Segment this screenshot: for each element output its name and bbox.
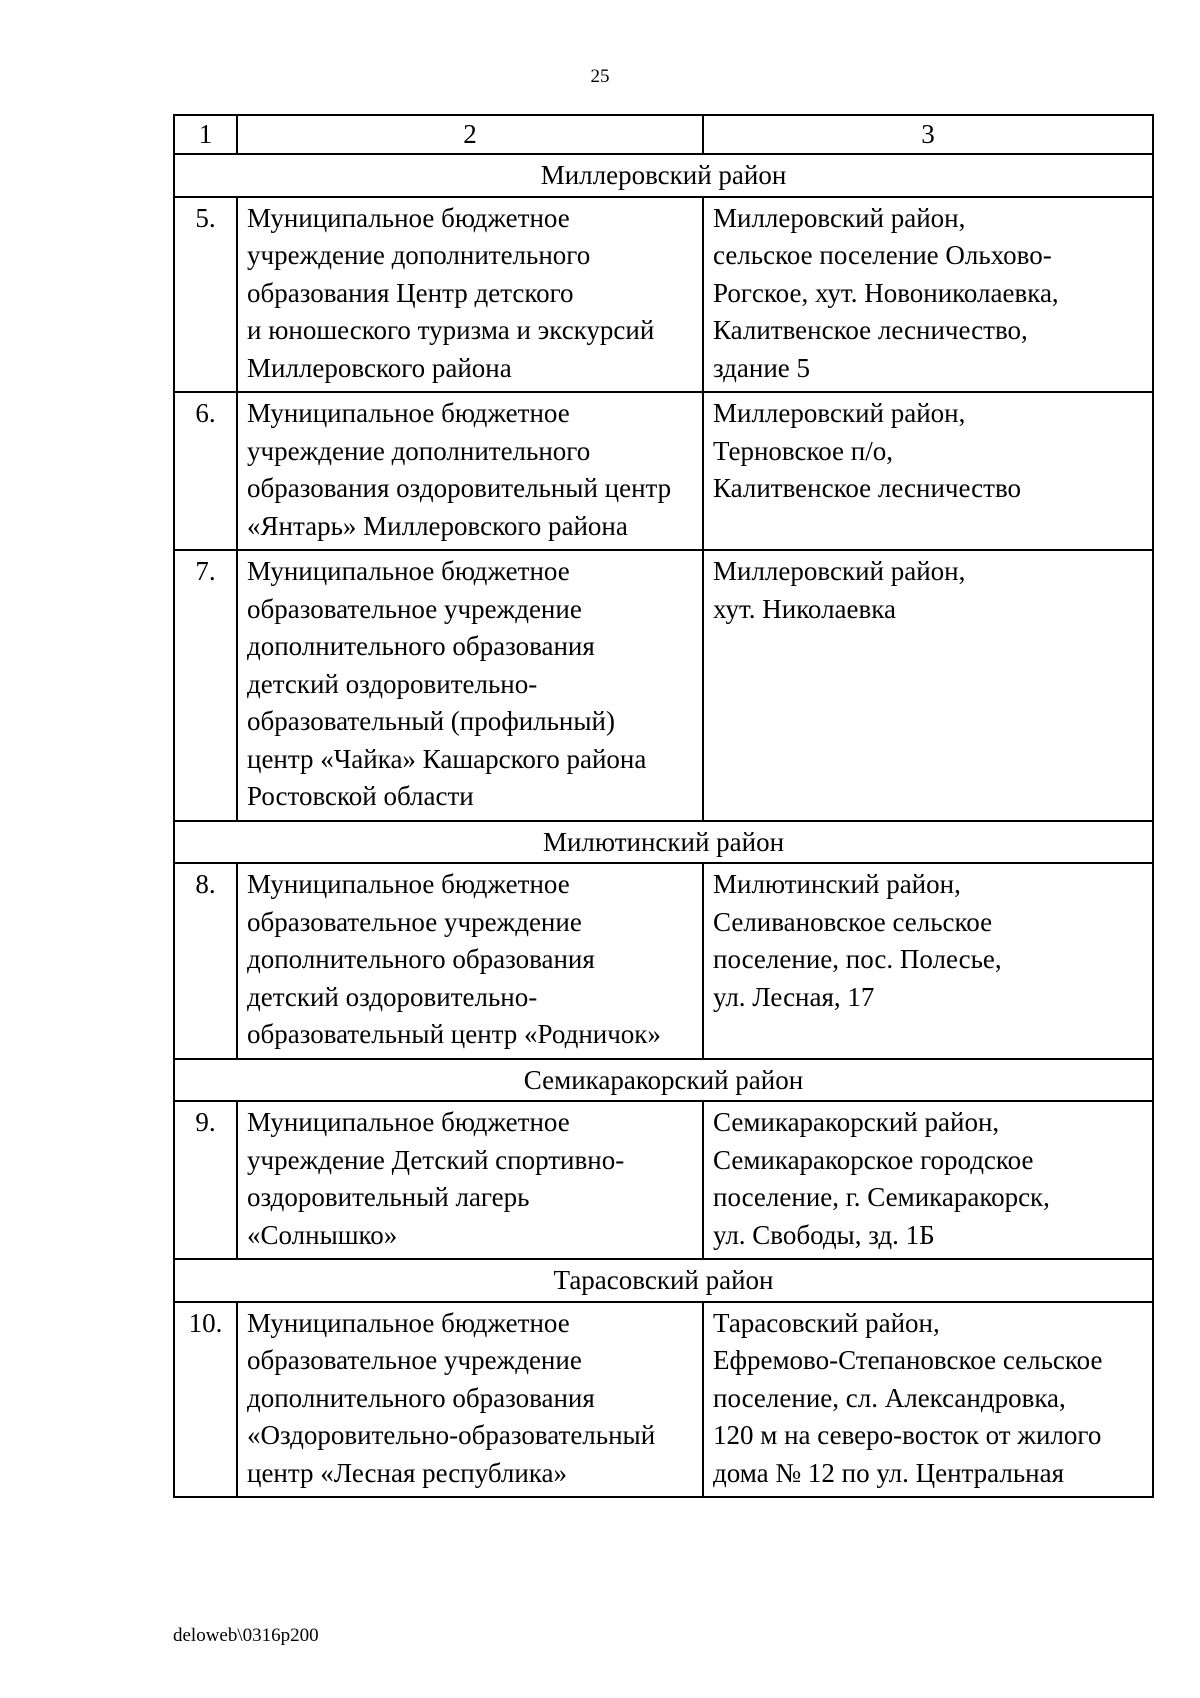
institution-name-line: дополнительного образования xyxy=(247,944,595,974)
institution-name-cell xyxy=(237,1101,703,1259)
institution-address-line: Калитвенское лесничество xyxy=(713,473,1022,503)
institution-address-line: Ефремово-Степановское сельское xyxy=(713,1345,1103,1375)
institution-name-line: Ростовской области xyxy=(247,781,474,811)
institution-name-line: образования Центр детского xyxy=(247,277,574,308)
institution-name-cell xyxy=(237,392,703,550)
row-number: 9. xyxy=(174,1101,237,1259)
district-heading: Тарасовский район xyxy=(174,1259,1153,1302)
institution-address-cell xyxy=(703,392,1153,550)
table-row xyxy=(174,863,1153,1059)
document-code: deloweb\0316p200 xyxy=(173,1625,319,1646)
institution-name-line: дополнительного образования xyxy=(247,1382,595,1413)
district-heading: Семикаракорский район xyxy=(174,1059,1153,1102)
institution-name-line: образовательное учреждение xyxy=(247,593,582,624)
institution-address-line: поселение, г. Семикаракорск, xyxy=(713,1182,1050,1212)
table-row xyxy=(174,1101,1153,1259)
institution-name-line: «Оздоровительно-образовательный xyxy=(247,1420,656,1450)
institution-address-cell xyxy=(703,1302,1153,1498)
column-header-name: 2 xyxy=(237,115,703,154)
institution-name-line: детский оздоровительно- xyxy=(247,668,538,699)
institution-name-line: Муниципальное бюджетное xyxy=(247,869,570,899)
institution-name-line: «Солнышко» xyxy=(247,1219,398,1250)
institution-name-line: образовательный центр «Родничок» xyxy=(247,1019,661,1049)
institution-address-cell xyxy=(703,550,1153,821)
institution-name-line: образования оздоровительный центр xyxy=(247,473,672,503)
institution-name-line: центр «Чайка» Кашарского района xyxy=(247,743,647,774)
page-number: 25 xyxy=(590,66,610,87)
table-row xyxy=(174,392,1153,550)
institution-name-line: образовательное учреждение xyxy=(247,1345,582,1375)
institution-address-cell xyxy=(703,863,1153,1059)
institution-address-line: Миллеровский район, xyxy=(713,202,966,233)
row-number: 8. xyxy=(174,863,237,1059)
district-row xyxy=(174,154,1153,197)
institution-address-line: Селивановское сельское xyxy=(713,906,993,937)
table-row xyxy=(174,197,1153,393)
institution-name-line: дополнительного образования xyxy=(247,631,595,661)
institutions-table xyxy=(173,114,1154,1498)
institution-name-line: и юношеского туризма и экскурсий xyxy=(247,315,655,345)
institution-address-line: сельское поселение Ольхово- xyxy=(713,240,1052,270)
institution-name-line: «Янтарь» Миллеровского района xyxy=(247,510,628,541)
institution-address-line: Тарасовский район, xyxy=(713,1307,940,1338)
row-number: 10. xyxy=(174,1302,237,1498)
institution-address-line: здание 5 xyxy=(713,352,811,383)
row-number: 6. xyxy=(174,392,237,550)
institution-name-line: детский оздоровительно- xyxy=(247,981,538,1012)
institution-address-cell xyxy=(703,1101,1153,1259)
institution-address-line: 120 м на северо-восток от жилого xyxy=(713,1420,1102,1450)
table-row xyxy=(174,550,1153,821)
institution-address-line: дома № 12 по ул. Центральная xyxy=(713,1457,1065,1488)
institution-address-line: Семикаракорское городское xyxy=(713,1144,1034,1175)
institution-name-line: учреждение Детский спортивно- xyxy=(247,1144,625,1175)
institution-name-line: оздоровительный лагерь xyxy=(247,1182,530,1212)
row-number: 5. xyxy=(174,197,237,393)
column-header-number: 1 xyxy=(174,115,237,154)
institution-name-line: Миллеровского района xyxy=(247,352,512,383)
institution-address-line: Рогское, хут. Новониколаевка, xyxy=(713,277,1059,308)
institution-address-line: Терновское п/о, xyxy=(713,435,893,466)
institution-name-line: учреждение дополнительного xyxy=(247,240,591,270)
column-header-address: 3 xyxy=(703,115,1153,154)
institution-name-cell xyxy=(237,197,703,393)
institution-name-cell xyxy=(237,550,703,821)
institution-name-line: Муниципальное бюджетное xyxy=(247,398,570,428)
district-row xyxy=(174,1259,1153,1302)
institution-name-line: образовательное учреждение xyxy=(247,906,582,937)
institution-address-line: Миллеровский район, xyxy=(713,398,966,428)
institution-name-line: Муниципальное бюджетное xyxy=(247,1307,570,1338)
district-row xyxy=(174,1059,1153,1102)
institution-name-line: Муниципальное бюджетное xyxy=(247,1107,570,1137)
district-row xyxy=(174,821,1153,864)
table-header-row xyxy=(174,115,1153,154)
table-row xyxy=(174,1302,1153,1498)
institution-name-line: образовательный (профильный) xyxy=(247,706,615,736)
institution-address-line: хут. Николаевка xyxy=(713,593,896,624)
institution-name-line: учреждение дополнительного xyxy=(247,435,591,466)
institution-name-line: Муниципальное бюджетное xyxy=(247,556,570,586)
institution-address-line: Семикаракорский район, xyxy=(713,1107,1000,1137)
institution-name-cell xyxy=(237,1302,703,1498)
district-heading: Миллеровский район xyxy=(174,154,1153,197)
institution-name-line: Муниципальное бюджетное xyxy=(247,202,570,233)
institution-address-line: ул. Свободы, зд. 1Б xyxy=(713,1219,935,1250)
institution-name-line: центр «Лесная республика» xyxy=(247,1457,568,1488)
institution-address-cell xyxy=(703,197,1153,393)
row-number: 7. xyxy=(174,550,237,821)
institution-address-line: Милютинский район, xyxy=(713,869,961,899)
institution-address-line: поселение, пос. Полесье, xyxy=(713,944,1002,974)
institution-address-line: Калитвенское лесничество, xyxy=(713,315,1028,345)
district-heading: Милютинский район xyxy=(174,821,1153,864)
institution-name-cell xyxy=(237,863,703,1059)
institution-address-line: Миллеровский район, xyxy=(713,556,966,586)
institution-address-line: поселение, сл. Александровка, xyxy=(713,1382,1066,1413)
institution-address-line: ул. Лесная, 17 xyxy=(713,981,875,1012)
